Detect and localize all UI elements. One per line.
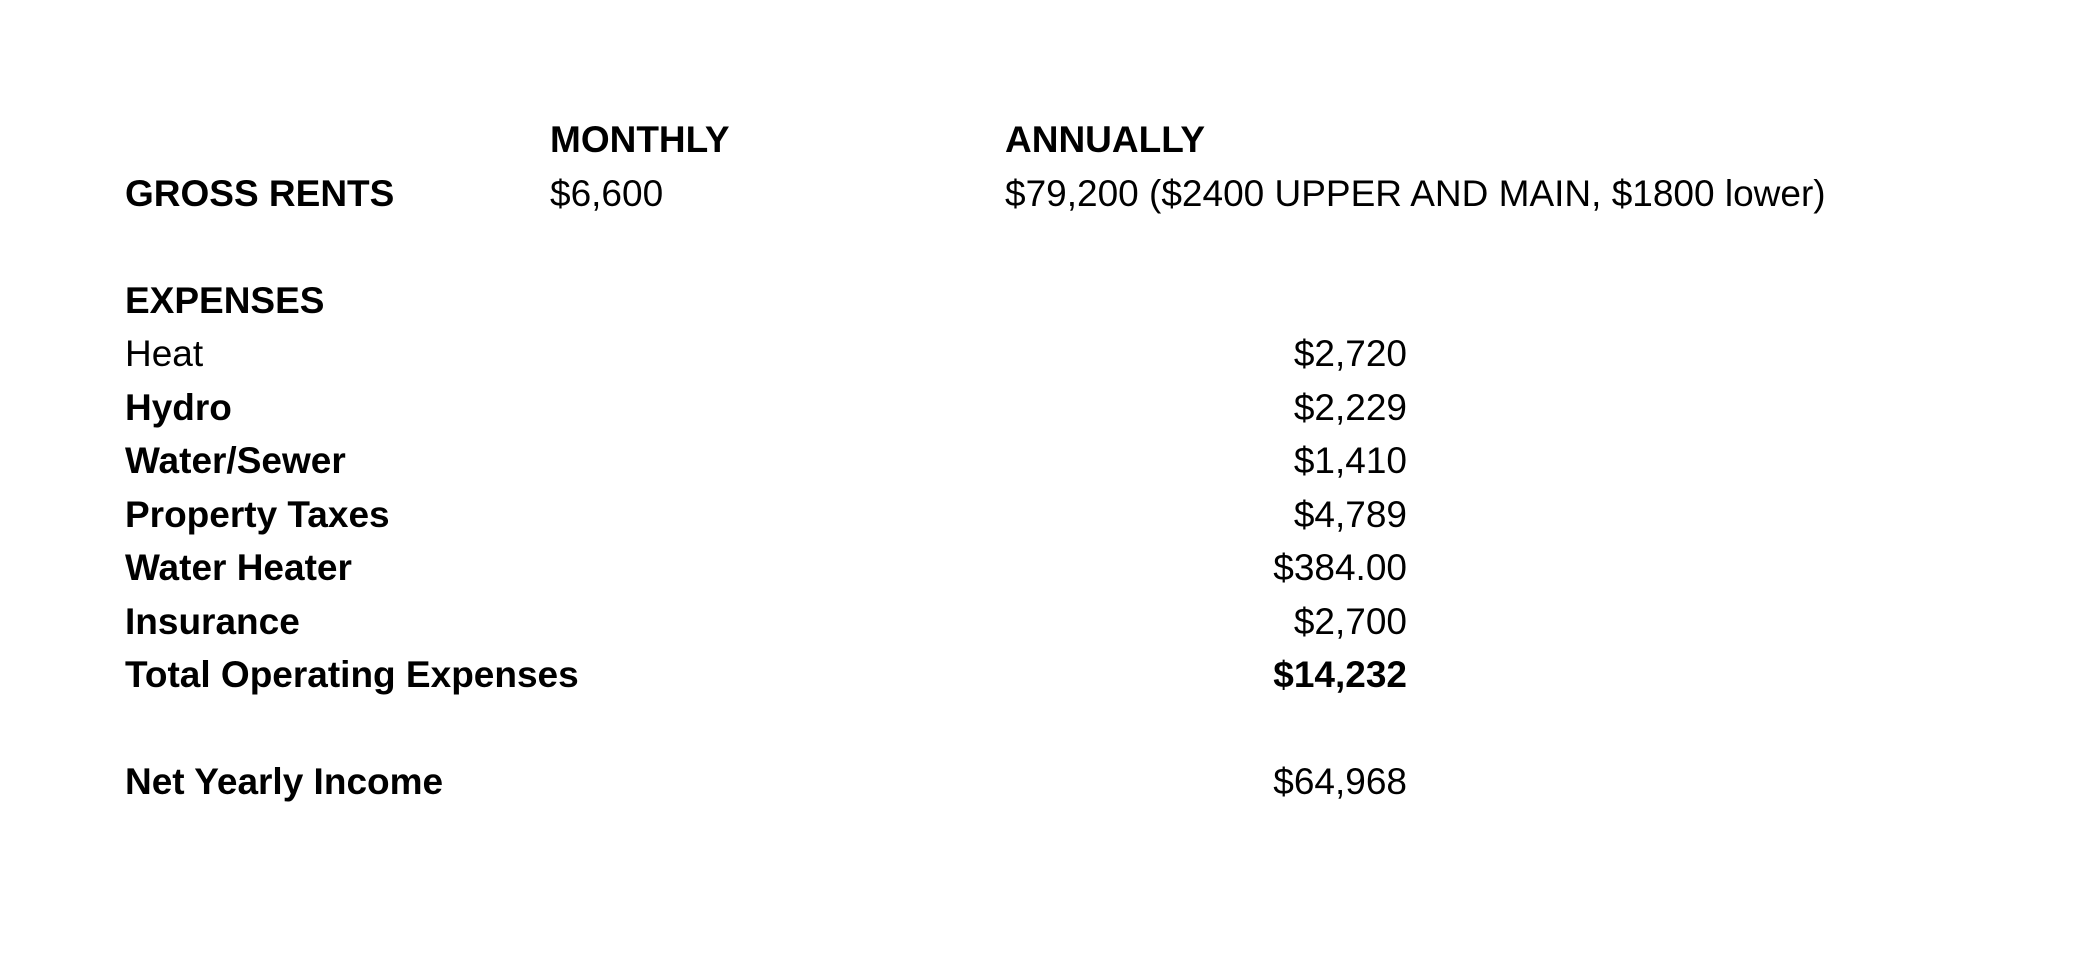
gross-rents-label: GROSS RENTS	[125, 173, 395, 214]
gross-rents-annual-value: $79,200 ($2400 UPPER AND MAIN, $1800 lower)	[1005, 173, 1826, 214]
annually-column-header: ANNUALLY	[1005, 119, 1206, 160]
expenses-heading: EXPENSES	[125, 280, 325, 321]
net-yearly-income-amount: $64,968	[1273, 761, 1407, 802]
expense-amount: $2,720	[1293, 333, 1407, 374]
expense-row-insurance	[125, 595, 1407, 649]
expense-label: Heat	[125, 333, 204, 374]
expense-label: Property Taxes	[125, 494, 390, 535]
expense-row-hydro	[125, 381, 1407, 435]
expense-row-water-heater	[125, 541, 1407, 595]
net-yearly-income-row	[125, 755, 1407, 809]
total-operating-expenses-row	[125, 648, 1407, 702]
expense-label: Water/Sewer	[125, 440, 346, 481]
expense-label: Water Heater	[125, 547, 352, 588]
expense-row-property-taxes	[125, 488, 1407, 542]
expense-label: Hydro	[125, 387, 232, 428]
total-operating-expenses-amount: $14,232	[1273, 654, 1407, 695]
expense-amount: $1,410	[1293, 440, 1407, 481]
expense-amount: $4,789	[1293, 494, 1407, 535]
total-operating-expenses-label: Total Operating Expenses	[125, 654, 579, 695]
expense-row-water-sewer	[125, 434, 1407, 488]
expense-row-heat	[125, 327, 1407, 381]
expense-label: Insurance	[125, 601, 300, 642]
expense-amount: $2,700	[1293, 601, 1407, 642]
expense-amount: $2,229	[1293, 387, 1407, 428]
gross-rents-monthly-value: $6,600	[550, 173, 664, 214]
monthly-column-header: MONTHLY	[550, 119, 730, 160]
expense-amount: $384.00	[1273, 547, 1407, 588]
net-yearly-income-label: Net Yearly Income	[125, 761, 444, 802]
